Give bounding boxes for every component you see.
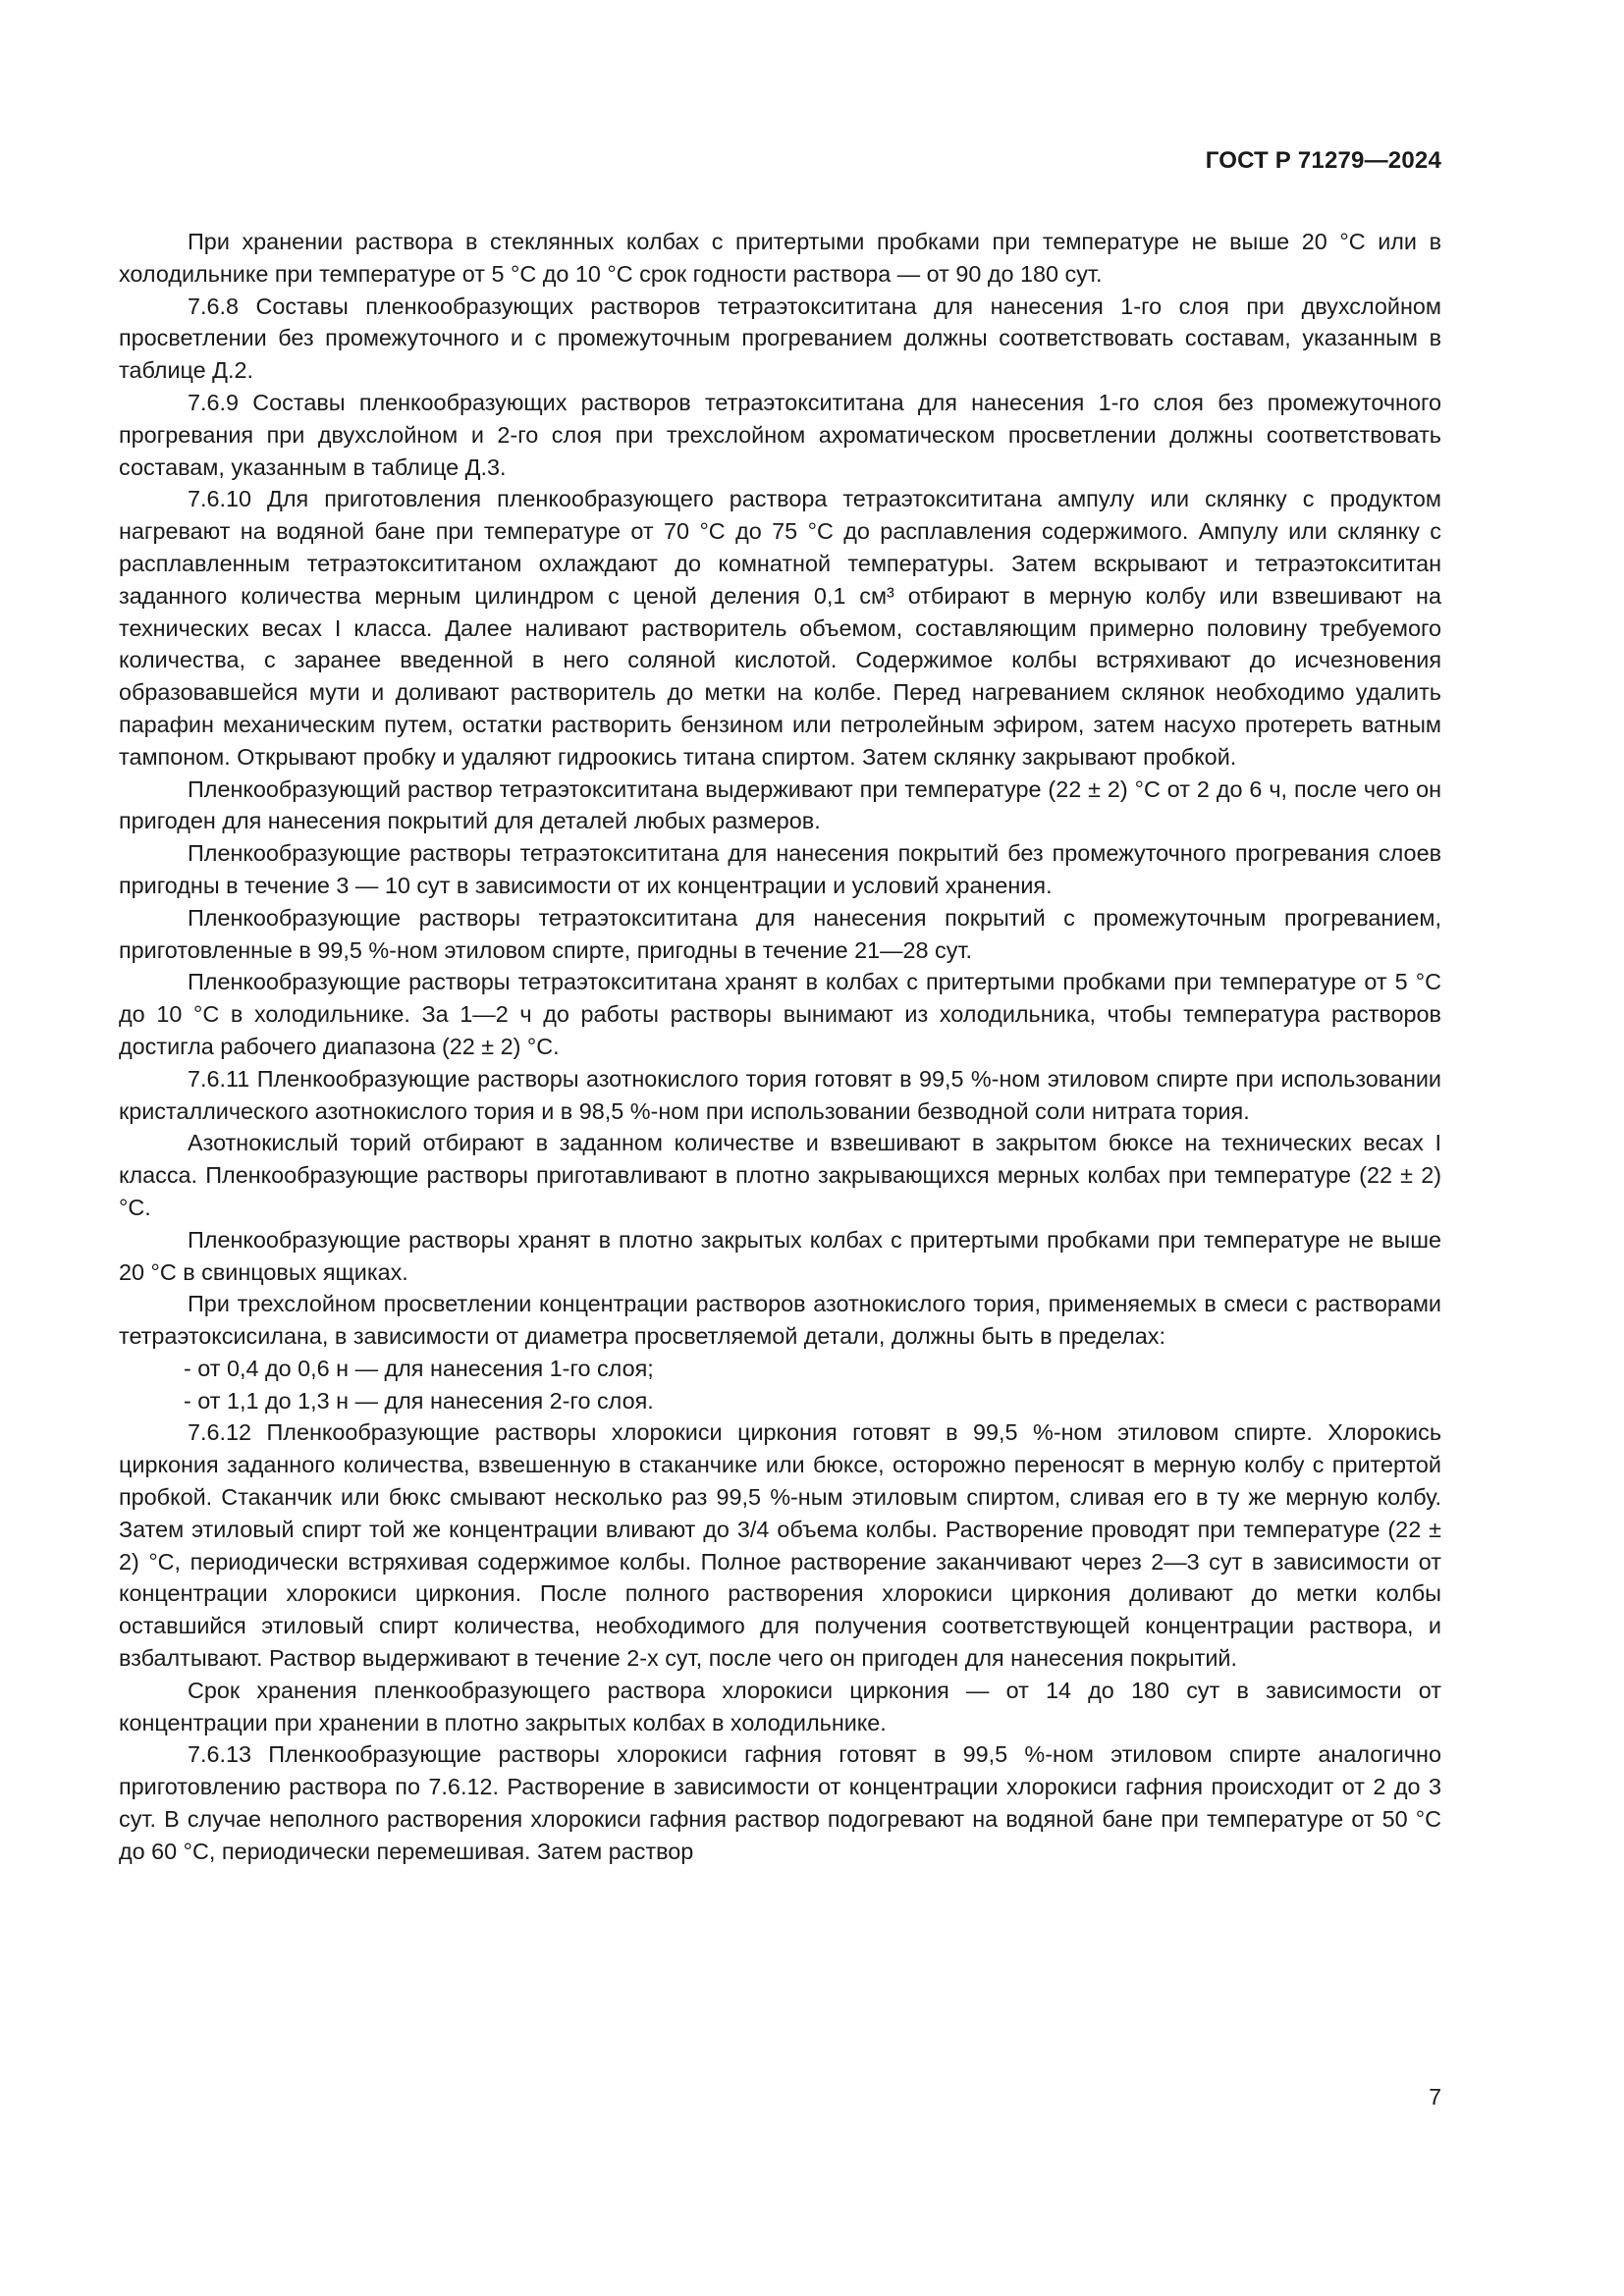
- paragraph: Пленкообразующие растворы тетраэтоксититана для нанесения покрытий без промежуточного прогревания слоев пригодны в течение 3 — 10 сут в зависимости от их концентрации и условий хранения.: [119, 840, 1441, 898]
- list-item: - от 0,4 до 0,6 н — для нанесения 1-го слоя;: [184, 1355, 654, 1381]
- page-number: 7: [1429, 2084, 1441, 2109]
- document-header: ГОСТ Р 71279—2024: [1205, 147, 1441, 174]
- list-item: - от 1,1 до 1,3 н — для нанесения 2-го слоя.: [184, 1387, 654, 1414]
- paragraph: Срок хранения пленкообразующего раствора хлорокиси циркония — от 14 до 180 сут в зависимости от концентрации при хранении в плотно закрытых колбах в холодильнике.: [119, 1677, 1441, 1735]
- paragraph: 7.6.8 Составы пленкообразующих растворов тетраэтоксититана для нанесения 1-го слоя при двухслойном просветлении без промежуточного и с промежуточным прогреванием должны соответствовать составам, указанным в таблице Д.2.: [119, 293, 1441, 384]
- paragraph: Пленкообразующие растворы тетраэтоксититана хранят в колбах с притертыми пробками при температуре от 5 °С до 10 °С в холодильнике. За 1—2 ч до работы растворы вынимают из холодильника, чтобы температура растворов достигла рабочего диапазона (22 ± 2) °С.: [119, 969, 1441, 1059]
- paragraph: 7.6.9 Составы пленкообразующих растворов тетраэтоксититана для нанесения 1-го слоя без промежуточного прогревания при двухслойном и 2-го слоя при трехслойном ахроматическом просветлении должны соответствовать составам, указанным в таблице Д.3.: [119, 389, 1441, 480]
- paragraph: При хранении раствора в стеклянных колбах с притертыми пробками при температуре не выше 20 °С или в холодильнике при температуре от 5 °С до 10 °С срок годности раствора — от 90 до 180 сут.: [119, 229, 1441, 287]
- paragraph: При трехслойном просветлении концентрации растворов азотнокислого тория, применяемых в смеси с растворами тетраэтоксисилана, в зависимости от диаметра просветляемой детали, должны быть в пределах:: [119, 1291, 1441, 1350]
- paragraph: 7.6.11 Пленкообразующие растворы азотнокислого тория готовят в 99,5 %-ном этиловом спирте при использовании кристаллического азотнокислого тория и в 98,5 %-ном при использовании безводной соли нитрата тория.: [119, 1065, 1441, 1124]
- paragraph: Пленкообразующие растворы хранят в плотно закрытых колбах с притертыми пробками при температуре не выше 20 °С в свинцовых ящиках.: [119, 1226, 1441, 1285]
- paragraph: 7.6.10 Для приготовления пленкообразующего раствора тетраэтоксититана ампулу или склянку с продуктом нагревают на водяной бане при температуре от 70 °С до 75 °С до расплавления содержимого. Ампулу или склянку с расплавленным тетраэтоксититаном охлаждают до комнатной температуры. Затем вскрывают и тетраэтоксититан заданного количества мерным цилиндром с ценой деления 0,1 см³ отбирают в мерную колбу или взвешивают на технических весах I класса. Далее наливают растворитель объемом, составляющим примерно половину требуемого количества, с заранее введенной в него соляной кислотой. Содержимое колбы встряхивают до исчезновения образовавшейся мути и доливают растворитель до метки на колбе. Перед нагреванием склянок необходимо удалить парафин механическим путем, остатки растворить бензином или петролейным эфиром, затем насухо протереть ватным тампоном. Открывают пробку и удаляют гидроокись титана спиртом. Затем склянку закрывают пробкой.: [119, 486, 1441, 770]
- paragraph: 7.6.12 Пленкообразующие растворы хлорокиси циркония готовят в 99,5 %-ном этиловом спирте. Хлорокись циркония заданного количества, взвешенную в стаканчике или бюксе, осторожно переносят в мерную колбу с притертой пробкой. Стаканчик или бюкс смывают несколько раз 99,5 %-ным этиловым спиртом, сливая его в ту же мерную колбу. Затем этиловый спирт той же концентрации вливают до 3/4 объема колбы. Растворение проводят при температуре (22 ± 2) °С, периодически встряхивая содержимое колбы. Полное растворение заканчивают через 2—3 сут в зависимости от концентрации хлорокиси циркония. После полного растворения хлорокиси циркония доливают до метки колбы оставшийся этиловый спирт количества, необходимого для получения соответствующей концентрации раствора, и взбалтывают. Раствор выдерживают в течение 2-х сут, после чего он пригоден для нанесения покрытий.: [119, 1419, 1441, 1672]
- paragraph: Азотнокислый торий отбирают в заданном количестве и взвешивают в закрытом бюксе на технических весах I класса. Пленкообразующие растворы приготавливают в плотно закрывающихся мерных колбах при температуре (22 ± 2) °С.: [119, 1130, 1441, 1220]
- paragraph: 7.6.13 Пленкообразующие растворы хлорокиси гафния готовят в 99,5 %-ном этиловом спирте аналогично приготовлению раствора по 7.6.12. Растворение в зависимости от концентрации хлорокиси гафния происходит от 2 до 3 сут. В случае неполного растворения хлорокиси гафния раствор подогревают на водяной бане при температуре от 50 °С до 60 °С, периодически перемешивая. Затем раствор: [119, 1741, 1441, 1864]
- document-body: [119, 226, 1441, 1868]
- paragraph: Пленкообразующие растворы тетраэтоксититана для нанесения покрытий с промежуточным прогреванием, приготовленные в 99,5 %-ном этиловом спирте, пригодны в течение 21—28 сут.: [119, 904, 1441, 963]
- paragraph: Пленкообразующий раствор тетраэтоксититана выдерживают при температуре (22 ± 2) °С от 2 до 6 ч, после чего он пригоден для нанесения покрытий для деталей любых размеров.: [119, 775, 1441, 834]
